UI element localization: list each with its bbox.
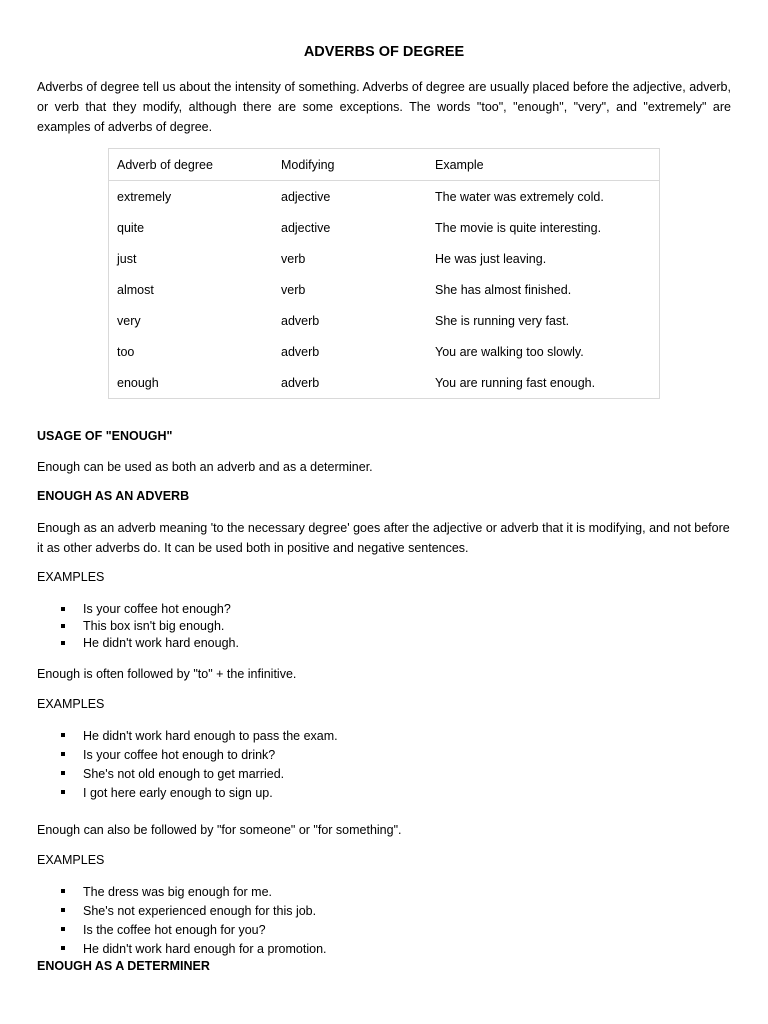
table-cell: verb xyxy=(281,251,306,266)
table-row xyxy=(109,181,660,213)
examples-list-1 xyxy=(58,601,239,652)
list-item: He didn't work hard enough. xyxy=(58,635,239,652)
table-cell: extremely xyxy=(117,189,172,204)
for-paragraph: Enough can also be followed by "for someone" or "for something". xyxy=(37,823,402,837)
table-header-row xyxy=(109,149,660,181)
table-row xyxy=(109,305,660,336)
table-cell: She is running very fast. xyxy=(435,313,570,328)
table-cell: You are walking too slowly. xyxy=(435,344,584,359)
list-item: He didn't work hard enough for a promotion. xyxy=(58,940,327,959)
table-cell: enough xyxy=(117,375,159,390)
table-cell: too xyxy=(117,344,135,359)
examples-label: EXAMPLES xyxy=(37,853,105,867)
determiner-heading: ENOUGH AS A DETERMINER xyxy=(37,959,210,973)
bullet-icon xyxy=(61,607,65,611)
list-item: Is your coffee hot enough to drink? xyxy=(58,746,338,765)
column-header: Example xyxy=(427,149,660,181)
bullet-icon xyxy=(61,641,65,645)
table-cell: adverb xyxy=(281,344,320,359)
table-cell: The movie is quite interesting. xyxy=(435,220,602,235)
column-header: Adverb of degree xyxy=(109,149,274,181)
table-cell: You are running fast enough. xyxy=(435,375,596,390)
table-cell: very xyxy=(117,313,141,328)
usage-heading: USAGE OF "ENOUGH" xyxy=(37,429,173,443)
bullet-icon xyxy=(61,946,65,950)
intro-paragraph: Adverbs of degree tell us about the intensity of something. Adverbs of degree are usually placed before the adjective, adverb, or verb that they modify, although there are some exceptions. The words "too", "enough", "very", and "extremely" are examples of adverbs of degree. xyxy=(37,80,731,134)
list-item: She's not old enough to get married. xyxy=(58,765,338,784)
column-header: Modifying xyxy=(273,149,427,181)
adverbs-table xyxy=(108,148,660,399)
table-row xyxy=(109,243,660,274)
table-row xyxy=(109,274,660,305)
bullet-icon xyxy=(61,733,65,737)
adverb-paragraph: Enough as an adverb meaning 'to the necessary degree' goes after the adjective or adverb that it is modifying, and not before it as other adverbs do. It can be used both in positive and negative sentences. xyxy=(37,521,730,555)
table-row xyxy=(109,336,660,367)
list-item: Is the coffee hot enough for you? xyxy=(58,921,327,940)
list-item: She's not experienced enough for this job. xyxy=(58,902,327,921)
table-cell: The water was extremely cold. xyxy=(435,189,604,204)
bullet-icon xyxy=(61,771,65,775)
adverb-heading: ENOUGH AS AN ADVERB xyxy=(37,489,190,503)
list-item: I got here early enough to sign up. xyxy=(58,784,338,803)
bullet-icon xyxy=(61,908,65,912)
list-item: Is your coffee hot enough? xyxy=(58,601,239,618)
list-item: He didn't work hard enough to pass the exam. xyxy=(58,727,338,746)
examples-label: EXAMPLES xyxy=(37,697,105,711)
table-cell: adverb xyxy=(281,313,320,328)
usage-paragraph: Enough can be used as both an adverb and as a determiner. xyxy=(37,460,373,474)
table-cell: She has almost finished. xyxy=(435,282,572,297)
table-cell: almost xyxy=(117,282,154,297)
table-cell: verb xyxy=(281,282,306,297)
list-item: This box isn't big enough. xyxy=(58,618,239,635)
table-cell: adverb xyxy=(281,375,320,390)
examples-list-2 xyxy=(58,727,338,803)
bullet-icon xyxy=(61,752,65,756)
table-row xyxy=(109,367,660,399)
infinitive-paragraph: Enough is often followed by "to" + the infinitive. xyxy=(37,667,297,681)
bullet-icon xyxy=(61,927,65,931)
table-row xyxy=(109,212,660,243)
table-cell: adjective xyxy=(281,220,331,235)
bullet-icon xyxy=(61,790,65,794)
page-title: ADVERBS OF DEGREE xyxy=(303,44,465,60)
bullet-icon xyxy=(61,624,65,628)
bullet-icon xyxy=(61,889,65,893)
table-cell: adjective xyxy=(281,189,331,204)
examples-label: EXAMPLES xyxy=(37,570,105,584)
table-cell: quite xyxy=(117,220,145,235)
table-cell: He was just leaving. xyxy=(435,251,547,266)
list-item: The dress was big enough for me. xyxy=(58,883,327,902)
examples-list-3 xyxy=(58,883,327,959)
table-cell: just xyxy=(117,251,137,266)
